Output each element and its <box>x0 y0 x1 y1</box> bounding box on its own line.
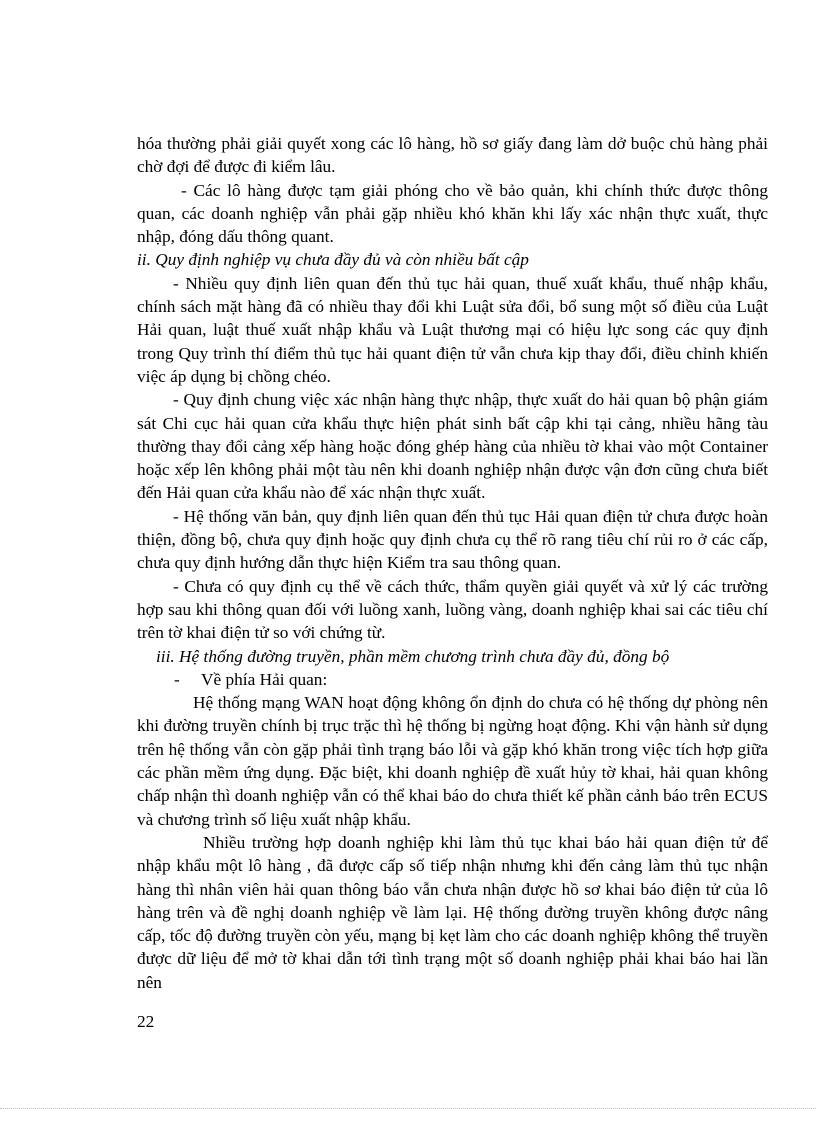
page-bottom-divider <box>0 1108 816 1109</box>
section-heading: iii. Hệ thống đường truyền, phần mềm chương trình chưa đầy đủ, đồng bộ <box>156 646 670 666</box>
paragraph: - Quy định chung việc xác nhận hàng thực nhập, thực xuất do hải quan bộ phận giám sát Chi cục hải quan cửa khẩu thực hiện phát sinh bất cập khi tại cảng, nhiều hãng tàu thường thay đổi cảng xếp hàng hoặc đóng ghép hàng của nhiều tờ khai vào một Container hoặc xếp lên không phải một tàu nên khi doanh nghiệp nhận được vận đơn cũng chưa biết đến Hải quan cửa khẩu nào để xác nhận thực xuất. <box>137 390 768 503</box>
document-body <box>137 132 768 994</box>
paragraph: - Hệ thống văn bản, quy định liên quan đến thủ tục Hải quan điện tử chưa được hoàn thiện, đồng bộ, chưa quy định hoặc quy định chưa cụ thể rõ rang tiêu chí rủi ro ở các cấp, chưa quy định hướng dẫn thực hiện Kiểm tra sau thông quan. <box>137 506 768 573</box>
paragraph: Nhiều trường hợp doanh nghiệp khi làm thủ tục khai báo hải quan điện tử để nhập khẩu một lô hàng , đã được cấp số tiếp nhận nhưng khi đến cảng làm thủ tục nhận hàng thì nhân viên hải quan thông báo vẫn chưa nhận được hồ sơ khai báo điện tử của lô hàng trên và đề nghị doanh nghiệp về làm lại. Hệ thống đường truyền không được nâng cấp, tốc độ đường truyền còn yếu, mạng bị kẹt làm cho các doanh nghiệp không thể truyền được dữ liệu để mở tờ khai dẫn tới tình trạng một số doanh nghiệp phải khai báo hai lần nên <box>137 832 768 992</box>
section-heading: ii. Quy định nghiệp vụ chưa đầy đủ và còn nhiều bất cập <box>137 250 529 270</box>
paragraph: - Chưa có quy định cụ thể về cách thức, thẩm quyền giải quyết và xử lý các trường hợp sau khi thông quan đối với luồng xanh, luồng vàng, doanh nghiệp khai sai các tiêu chí trên tờ khai điện tử so với chứng từ. <box>137 576 768 643</box>
page-number: 22 <box>137 1012 155 1031</box>
paragraph: Hệ thống mạng WAN hoạt động không ổn định do chưa có hệ thống dự phòng nên khi đường truyền chính bị trục trặc thì hệ thống bị ngừng hoạt động. Khi vận hành sử dụng trên hệ thống vẫn còn gặp phải tình trạng báo lỗi và gặp khó khăn trong việc tích hợp giữa các phần mềm ứng dụng. Đặc biệt, khi doanh nghiệp đề xuất hủy tờ khai, hải quan không chấp nhận thì doanh nghiệp vẫn có thể khai báo do chưa thiết kế phần cảnh báo trên ECUS và chương trình số liệu xuất nhập khẩu. <box>137 693 768 829</box>
paragraph: - Các lô hàng được tạm giải phóng cho về bảo quản, khi chính thức được thông quan, các doanh nghiệp vẫn phải gặp nhiều khó khăn khi lấy xác nhận thực xuất, thực nhập, đóng dấu thông quant. <box>137 180 768 247</box>
paragraph: - Nhiều quy định liên quan đến thủ tục hải quan, thuế xuất khẩu, thuế nhập khẩu, chính sách mặt hàng đã có nhiều thay đổi khi Luật sửa đổi, bổ sung một số điều của Luật Hải quan, luật thuế xuất nhập khẩu và Luật thương mại có hiệu lực song các quy định trong Quy trình thí điểm thủ tục hải quant điện tử vẫn chưa kịp thay đổi, điều chỉnh khiến việc áp dụng bị chồng chéo. <box>137 273 768 386</box>
bullet-line: - Về phía Hải quan: <box>174 669 328 689</box>
paragraph: hóa thường phải giải quyết xong các lô hàng, hồ sơ giấy đang làm dở buộc chủ hàng phải chờ đợi để được đi kiểm lâu. <box>137 134 768 177</box>
